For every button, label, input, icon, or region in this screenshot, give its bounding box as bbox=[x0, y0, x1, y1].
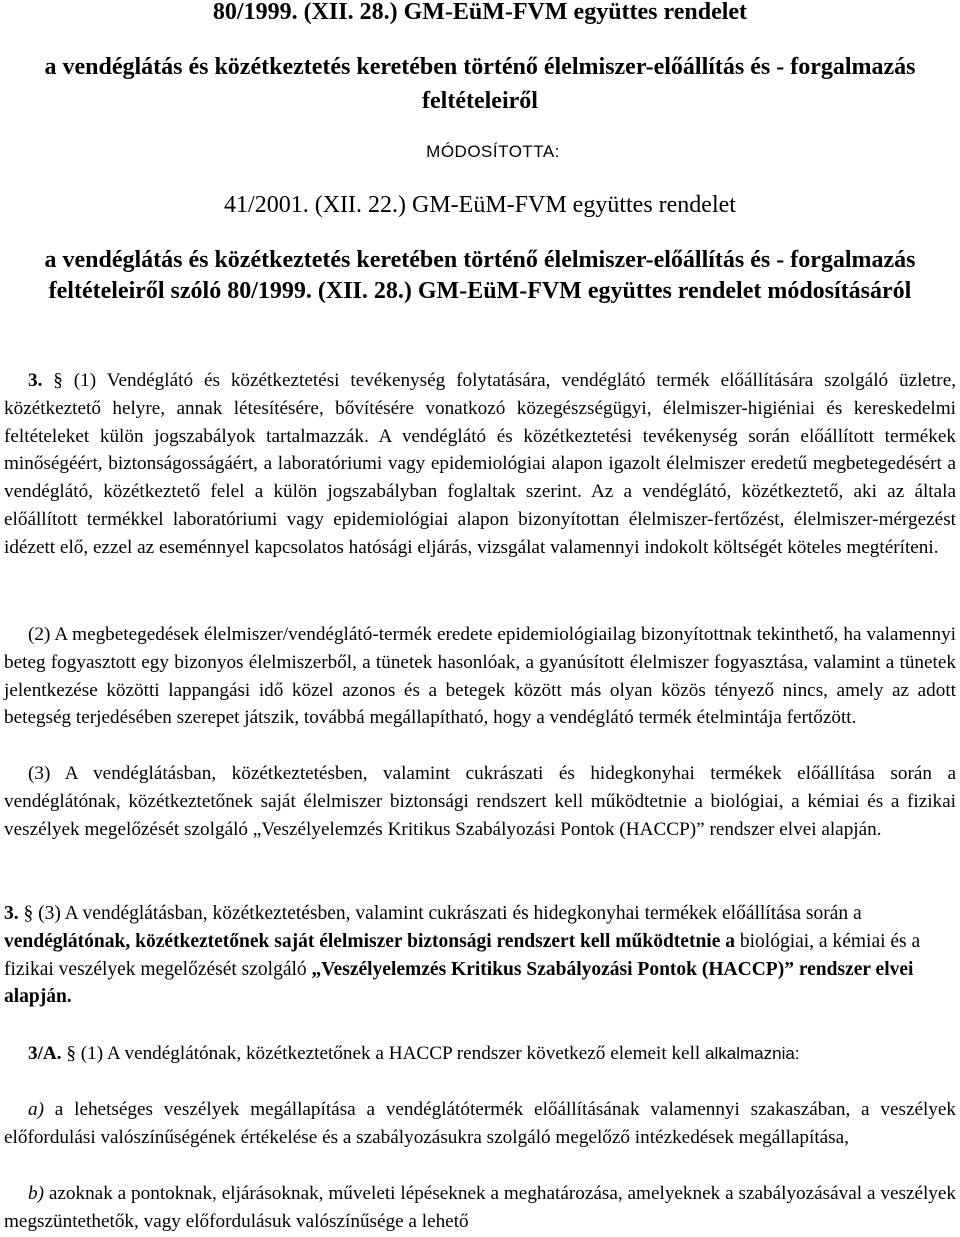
section-3a-paragraph-sign: § bbox=[66, 1043, 76, 1064]
item-b-text: azoknak a pontoknak, eljárásoknak, műveleti lépéseknek a meghatározása, amelyeknek a szabályozásával a veszélyek megszüntethetők, vagy előfordulásuk valószínűsége a lehető bbox=[4, 1183, 956, 1232]
section-3a-number: 3/A. bbox=[28, 1043, 62, 1064]
section-3a-intro-text: (1) A vendéglátónak, közétkeztetőnek a HACCP rendszer következő elemeit kell bbox=[80, 1043, 701, 1064]
item-a-text: a lehetséges veszélyek megállapítása a vendéglátótermék előállításának valamennyi szakaszában, a veszélyek előfordulási valószínűségének értékelése és a szabályozásukra szolgáló megelőző intézkedések megállapítása, bbox=[4, 1099, 957, 1148]
section-3a-intro bbox=[4, 1040, 956, 1068]
paragraph-sign: § bbox=[53, 370, 63, 391]
section-3-text-2: (2) A megbetegedések élelmiszer/vendéglátó-termék eredete epidemiológiailag bizonyítottnak tekinthető, ha valamennyi beteg fogyasztott egy bizonyos élelmiszerből, a tünetek hasonlóak, a gyanúsított élelmiszer fogyasztása, valamint a tünetek jelentkezése közötti lappangási idő közel azonos és a betegek között más olyan közös tényező nincs, amely az adott betegség terjedésében szerepet játszik, továbbá megállapítható, hogy a vendéglátó termék ételmintája fertőzött. bbox=[4, 624, 956, 729]
modified-by-label: MÓDOSÍTOTTA: bbox=[426, 142, 560, 161]
amended-section-3 bbox=[4, 900, 956, 1011]
section-number: 3. bbox=[28, 370, 43, 391]
amending-decree-subtitle: a vendéglátás és közétkeztetés keretében történő élelmiszer-előállítás és - forgalmazás feltételeiről szóló 80/1999. (XII. 28.) GM-EüM-FVM együttes rendelet módosításáról bbox=[44, 247, 916, 304]
decree-subtitle: a vendéglátás és közétkeztetés keretében történő élelmiszer-előállítás és - forgalmazás feltételeiről bbox=[44, 54, 916, 114]
amended-section-number: 3. bbox=[4, 903, 19, 924]
amended-text-part-2: biológiai, a kémiai és a fizikai veszélyek megelőzését szolgáló bbox=[4, 930, 921, 980]
item-a-label: a) bbox=[28, 1099, 44, 1120]
amended-text-bold-2: „Veszélyelemzés Kritikus Szabályozási Pontok (HACCP)” rendszer elvei alapján. bbox=[4, 958, 914, 1008]
decree-title: 80/1999. (XII. 28.) GM-EüM-FVM együttes rendelet bbox=[212, 0, 748, 25]
amended-paragraph-sign: § bbox=[23, 903, 34, 924]
section-3a-intro-tail: alkalmaznia: bbox=[705, 1044, 800, 1063]
amending-decree-title: 41/2001. (XII. 22.) GM-EüM-FVM együttes rendelet bbox=[224, 192, 736, 218]
item-b-label: b) bbox=[28, 1183, 44, 1204]
section-3-text-3: (3) A vendéglátásban, közétkeztetésben, valamint cukrászati és hidegkonyhai termékek előállítása során a vendéglátónak, közétkeztetőnek saját élelmiszer biztonsági rendszert kell működtetnie a biológiai, a kémiai és a fizikai veszélyek megelőzését szolgáló „Veszélyelemzés Kritikus Szabályozási Pontok (HACCP)” rendszer elvei alapján. bbox=[4, 763, 956, 840]
section-3-paragraph-3 bbox=[4, 760, 956, 843]
amended-text-part-1: (3) A vendéglátásban, közétkeztetésben, valamint cukrászati és hidegkonyhai termékek előállítása során a bbox=[38, 903, 862, 924]
section-3-text-1: (1) Vendéglátó és közétkeztetési tevékenység folytatására, vendéglátó termék előállítására szolgáló üzletre, közétkeztető helyre, annak létesítésére, bővítésére vonatkozó közegészségügyi, élelmiszer-higiéniai és kereskedelmi feltételeket külön jogszabályok tartalmazzák. A vendéglátó és közétkeztetési tevékenység során előállított termékek minőségéért, biztonságosságáért, a laboratóriumi vagy epidemiológiai alapon igazolt élelmiszer eredetű megbetegedésért a vendéglátó, közétkeztető felel a külön jogszabályban foglaltak szerint. Az a vendéglátó, közétkeztető, aki az általa előállított termékkel laboratóriumi vagy epidemiológiai alapon bizonyítottan élelmiszer-fertőzést, élelmiszer-mérgezést idézett elő, ezzel az eseménnyel kapcsolatos hatósági eljárás, vizsgálat valamennyi indokolt költségét köteles megtéríteni. bbox=[4, 370, 957, 558]
section-3a-item-b bbox=[4, 1180, 956, 1236]
amended-text-bold-1: vendéglátónak, közétkeztetőnek saját élelmiszer biztonsági rendszert kell működtetnie a bbox=[4, 930, 735, 952]
section-3-paragraph-1 bbox=[4, 367, 956, 562]
section-3-paragraph-2 bbox=[4, 621, 956, 732]
section-3a-item-a bbox=[4, 1096, 956, 1152]
